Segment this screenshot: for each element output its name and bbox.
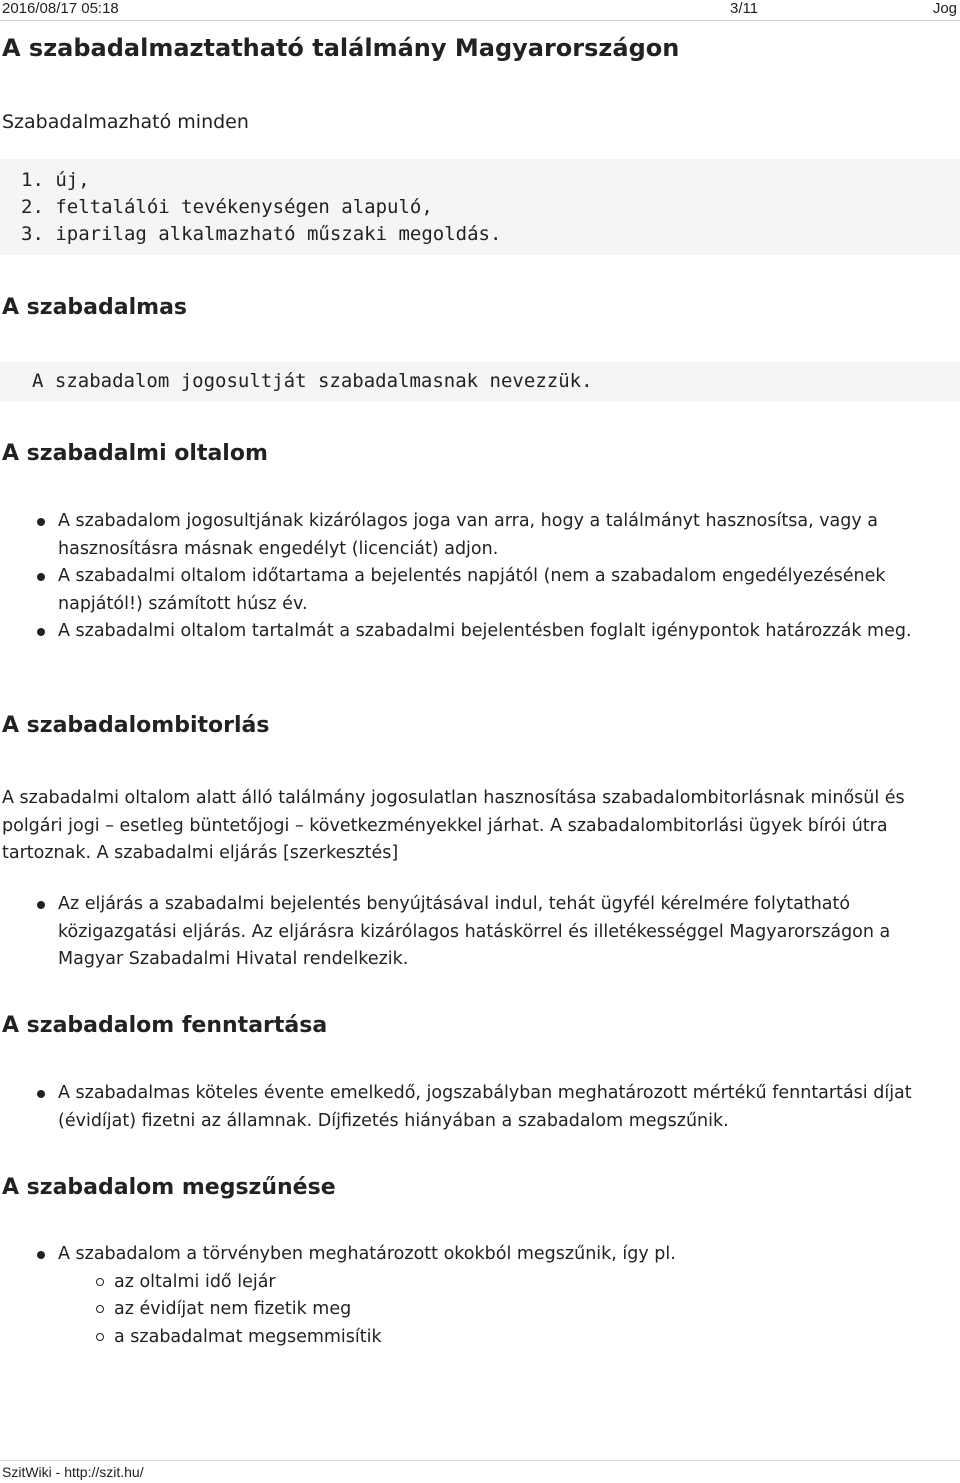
code-line: 2. feltalálói tevékenységen alapuló,: [21, 196, 433, 218]
footer-divider: [0, 1460, 960, 1461]
page-header: [0, 0, 960, 21]
page-title: A szabadalmaztatható találmány Magyarországon: [2, 34, 680, 62]
heading-oltalom: A szabadalmi oltalom: [2, 441, 268, 466]
megszunes-sublist: [58, 1269, 938, 1352]
eljaras-list: [0, 891, 938, 974]
list-item: A szabadalmi oltalom tartalmát a szabadalmi bejelentésben foglalt igénypontok határozzák meg.: [0, 618, 938, 646]
list-item: Az eljárás a szabadalmi bejelentés benyújtásával indul, tehát ügyfél kérelmére folytatható közigazgatási eljárás. Az eljárásra kizárólagos hatáskörrel és illetékességgel Magyarországon a Magyar Szabadalmi Hivatal rendelkezik.: [0, 891, 938, 974]
code-block-criteria: [0, 159, 960, 255]
oltalom-list: [0, 508, 938, 646]
intro-text: Szabadalmazható minden: [2, 111, 249, 133]
sublist-item: az oltalmi idő lejár: [58, 1269, 938, 1297]
megszunes-list: [0, 1241, 938, 1351]
code-line: A szabadalom jogosultját szabadalmasnak nevezzük.: [32, 370, 593, 392]
heading-bitorlas: A szabadalombitorlás: [2, 713, 270, 738]
heading-szabadalmas: A szabadalmas: [2, 295, 188, 320]
sublist-item: az évidíjat nem fizetik meg: [58, 1296, 938, 1324]
list-item: A szabadalom jogosultjának kizárólagos joga van arra, hogy a találmányt hasznosítsa, vagy a hasznosításra másnak engedélyt (licenciát) adjon.: [0, 508, 938, 563]
sublist-item: a szabadalmat megsemmisítik: [58, 1324, 938, 1352]
header-page-number: 3/11: [730, 0, 759, 17]
bitorlas-paragraph: A szabadalmi oltalom alatt álló találmány jogosulatlan hasznosítása szabadalombitorlásnak minősül és polgári jogi – esetleg büntetőjogi – következményekkel járhat. A szabadalombitorlási ügyek bírói útra tartoznak. A szabadalmi eljárás [szerkesztés]: [2, 788, 905, 863]
header-timestamp: 2016/08/17 05:18: [2, 0, 119, 17]
code-block-szabadalmas: [0, 362, 960, 402]
code-line: 1. új,: [21, 169, 90, 191]
fenntartas-list: [0, 1080, 938, 1135]
page-footer: SzitWiki - http://szit.hu/: [2, 1464, 144, 1480]
list-item-text: A szabadalom a törvényben meghatározott okokból megszűnik, így pl.: [58, 1244, 676, 1264]
heading-fenntartas: A szabadalom fenntartása: [2, 1013, 328, 1038]
list-item: A szabadalmas köteles évente emelkedő, jogszabályban meghatározott mértékű fenntartási díjat (évidíjat) fizetni az államnak. Díjfizetés hiányában a szabadalom megszűnik.: [0, 1080, 938, 1135]
code-line: 3. iparilag alkalmazható műszaki megoldás.: [21, 223, 502, 245]
header-namespace: Jog: [932, 0, 957, 17]
list-item: [0, 1241, 938, 1351]
list-item: A szabadalmi oltalom időtartama a bejelentés napjától (nem a szabadalom engedélyezésének napjától!) számított húsz év.: [0, 563, 938, 618]
heading-megszunes: A szabadalom megszűnése: [2, 1175, 336, 1200]
